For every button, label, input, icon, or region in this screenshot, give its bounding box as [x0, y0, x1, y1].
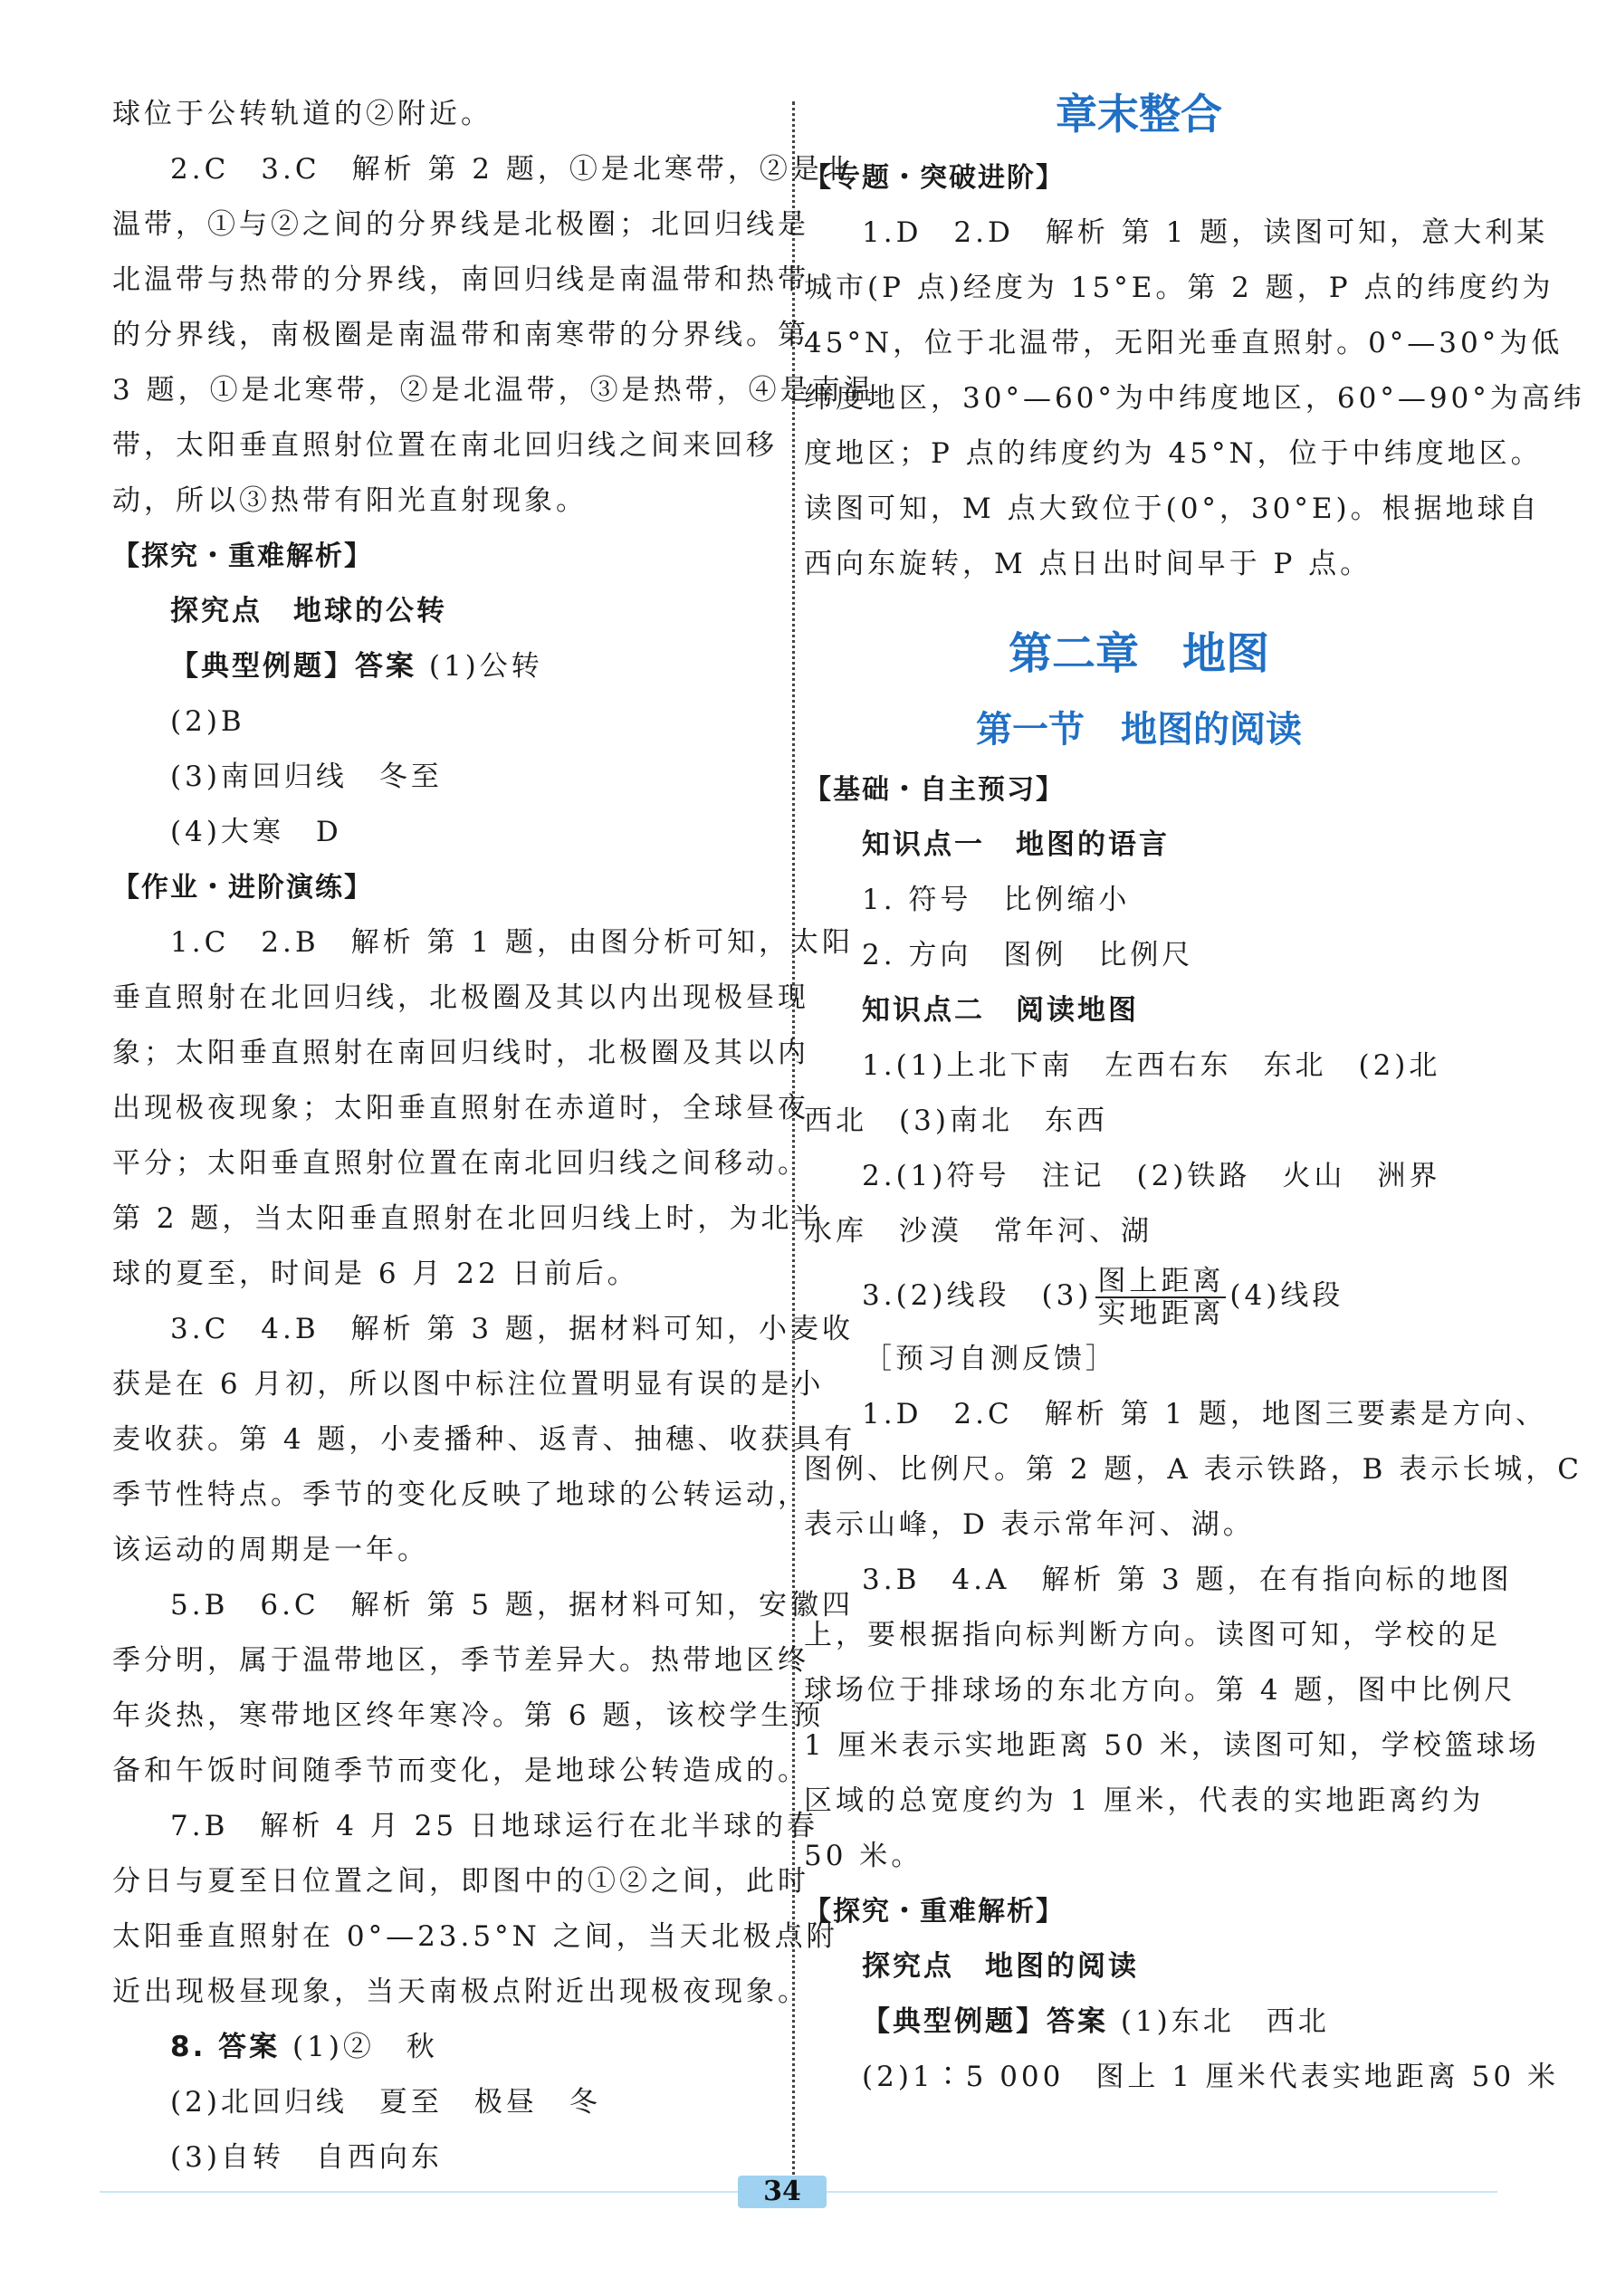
tanjiu-point: 探究点 地球的公转: [170, 595, 447, 627]
answer-text: 1. 符号 比例缩小: [862, 884, 1131, 916]
example-label: 【典型例题】答案: [862, 2005, 1108, 2038]
text-line: 区域的总宽度约为 1 厘米，代表的实地距离约为: [804, 1784, 1485, 1817]
answer-text: (3)南回归线 冬至: [170, 761, 443, 793]
section-header-tanjiu: 【探究・重难解析】: [112, 541, 373, 572]
text-line: 西向东旋转，M 点日出时间早于 P 点。: [804, 548, 1372, 580]
example-label: 【典型例题】答案: [170, 650, 416, 683]
answer-text: 3.(2)线段 (3): [862, 1279, 1093, 1312]
text-line: 带，太阳垂直照射位置在南北回归线之间来回移: [112, 429, 778, 462]
text-line: 季节性特点。季节的变化反映了地球的公转运动，: [112, 1478, 809, 1511]
text-line: 1 厘米表示实地距离 50 米，读图可知，学校篮球场: [804, 1729, 1540, 1762]
section-header-jichu: 【基础・自主预习】: [804, 774, 1065, 806]
answer-text: 西北 (3)南北 东西: [804, 1105, 1108, 1137]
section-header-tanjiu: 【探究・重难解析】: [804, 1896, 1065, 1928]
text-line: 动，所以③热带有阳光直射现象。: [112, 484, 588, 517]
section-header-zuoye: 【作业・进阶演练】: [112, 872, 373, 904]
text-line: 球的夏至，时间是 6 月 22 日前后。: [112, 1258, 639, 1290]
chapter-summary-title: 章末整合: [1056, 90, 1222, 139]
text-line: 度地区；P 点的纬度约为 45°N，位于中纬度地区。: [804, 437, 1543, 470]
page-number: 34: [738, 2176, 827, 2208]
answer-text: (1)公转: [428, 650, 543, 683]
answer-line: 1.D 2.C 解析 第 1 题，地图三要素是方向、: [862, 1398, 1548, 1430]
text-line: 太阳垂直照射在 0°—23.5°N 之间，当天北极点附: [112, 1920, 838, 1953]
section-title: 第一节 地图的阅读: [976, 709, 1302, 751]
answer-line-fraction: [804, 1259, 1474, 1332]
text-line: 出现极夜现象；太阳垂直照射在赤道时，全球昼夜: [112, 1092, 809, 1124]
right-column: [804, 87, 1585, 2105]
answer-text: 1.(1)上北下南 左西右东 东北 (2)北: [862, 1049, 1441, 1082]
text-line: 温带，①与②之间的分界线是北极圈；北回归线是: [112, 208, 809, 241]
text-line: 垂直照射在北回归线，北极圈及其以内出现极昼现: [112, 981, 809, 1014]
text-line: 该运动的周期是一年。: [112, 1534, 429, 1566]
answer-text: (2)B: [170, 705, 245, 738]
text-line: 45°N，位于北温带，无阳光垂直照射。0°—30°为低: [804, 327, 1564, 359]
answer-line: 3.B 4.A 解析 第 3 题，在有指向标的地图: [862, 1564, 1513, 1596]
text-line: 获是在 6 月初，所以图中标注位置明显有误的是小: [112, 1368, 825, 1401]
answer-line: 2.C 3.C 解析 第 2 题，①是北寒带，②是北: [170, 153, 855, 186]
text-line: 分日与夏至日位置之间，即图中的①②之间，此时: [112, 1865, 809, 1898]
tanjiu-point: 探究点 地图的阅读: [862, 1950, 1139, 1983]
text-line: 近出现极昼现象，当天南极点附近出现极夜现象。: [112, 1976, 809, 2008]
fraction-denominator: 实地距离: [1097, 1296, 1225, 1330]
answer-text: (2)1∶5 000 图上 1 厘米代表实地距离 50 米: [862, 2061, 1559, 2093]
answer-text: (2)北回归线 夏至 极昼 冬: [170, 2086, 601, 2119]
self-test-label: ［预习自测反馈］: [864, 1343, 1117, 1375]
answer-text: (4)线段: [1229, 1279, 1344, 1312]
text-line: 北温带与热带的分界线，南回归线是南温带和热带: [112, 263, 809, 296]
text-line: 年炎热，寒带地区终年寒冷。第 6 题，该校学生预: [112, 1699, 825, 1732]
text-line: 球位于公转轨道的②附近。: [112, 98, 492, 130]
answer-line: 7.B 解析 4 月 25 日地球运行在北半球的春: [170, 1810, 818, 1842]
text-line: 3 题，①是北寒带，②是北温带，③是热带，④是南温: [112, 374, 875, 407]
text-line: 上，要根据指向标判断方向。读图可知，学校的足: [804, 1619, 1501, 1651]
answer-line: 1.D 2.D 解析 第 1 题，读图可知，意大利某: [862, 216, 1549, 249]
answer-text: 2. 方向 图例 比例尺: [862, 939, 1194, 971]
answer-text: (3)自转 自西向东: [170, 2141, 443, 2174]
knowledge-point-1: 知识点一 地图的语言: [862, 828, 1170, 861]
text-line: 球场位于排球场的东北方向。第 4 题，图中比例尺: [804, 1674, 1516, 1707]
text-line: 麦收获。第 4 题，小麦播种、返青、抽穗、收获具有: [112, 1423, 856, 1456]
chapter-title: 第二章 地图: [1008, 628, 1269, 679]
text-line: 表示山峰，D 表示常年河、湖。: [804, 1508, 1255, 1541]
answer-text: 水库 沙漠 常年河、湖: [804, 1215, 1152, 1248]
fraction: [1095, 1266, 1226, 1329]
answer-text: 2.(1)符号 注记 (2)铁路 火山 洲界: [862, 1160, 1441, 1192]
text-line: 第 2 题，当太阳垂直照射在北回归线上时，为北半: [112, 1202, 825, 1235]
text-line: 纬度地区，30°—60°为中纬度地区，60°—90°为高纬: [804, 382, 1585, 415]
answer-line: 1.C 2.B 解析 第 1 题，由图分析可知，太阳: [170, 926, 854, 959]
text-line: 图例、比例尺。第 2 题，A 表示铁路，B 表示长城，C: [804, 1453, 1583, 1486]
text-line: 象；太阳垂直照射在南回归线时，北极圈及其以内: [112, 1037, 809, 1069]
section-header-zhuanti: 【专题・突破进阶】: [804, 162, 1065, 194]
text-line: 平分；太阳垂直照射位置在南北回归线之间移动。: [112, 1147, 809, 1180]
text-line: 备和午饭时间随季节而变化，是地球公转造成的。: [112, 1755, 809, 1787]
answer-line: 3.C 4.B 解析 第 3 题，据材料可知，小麦收: [170, 1313, 854, 1345]
text-line: 读图可知，M 点大致位于(0°，30°E)。根据地球自: [804, 493, 1541, 525]
q8-label: 8. 答案: [170, 2031, 281, 2063]
text-line: 50 米。: [804, 1840, 923, 1872]
text-line: 的分界线，南极圈是南温带和南寒带的分界线。第: [112, 319, 809, 351]
answer-text: (1)东北 西北: [1120, 2005, 1330, 2038]
knowledge-point-2: 知识点二 阅读地图: [862, 994, 1139, 1027]
fraction-numerator: 图上距离: [1097, 1264, 1225, 1297]
answer-text: (1)② 秋: [292, 2031, 438, 2063]
text-line: 城市(P 点)经度为 15°E。第 2 题，P 点的纬度约为: [804, 272, 1554, 304]
answer-text: (4)大寒 D: [170, 816, 342, 848]
text-line: 季分明，属于温带地区，季节差异大。热带地区终: [112, 1644, 809, 1677]
answer-line: 5.B 6.C 解析 第 5 题，据材料可知，安徽四: [170, 1589, 854, 1622]
